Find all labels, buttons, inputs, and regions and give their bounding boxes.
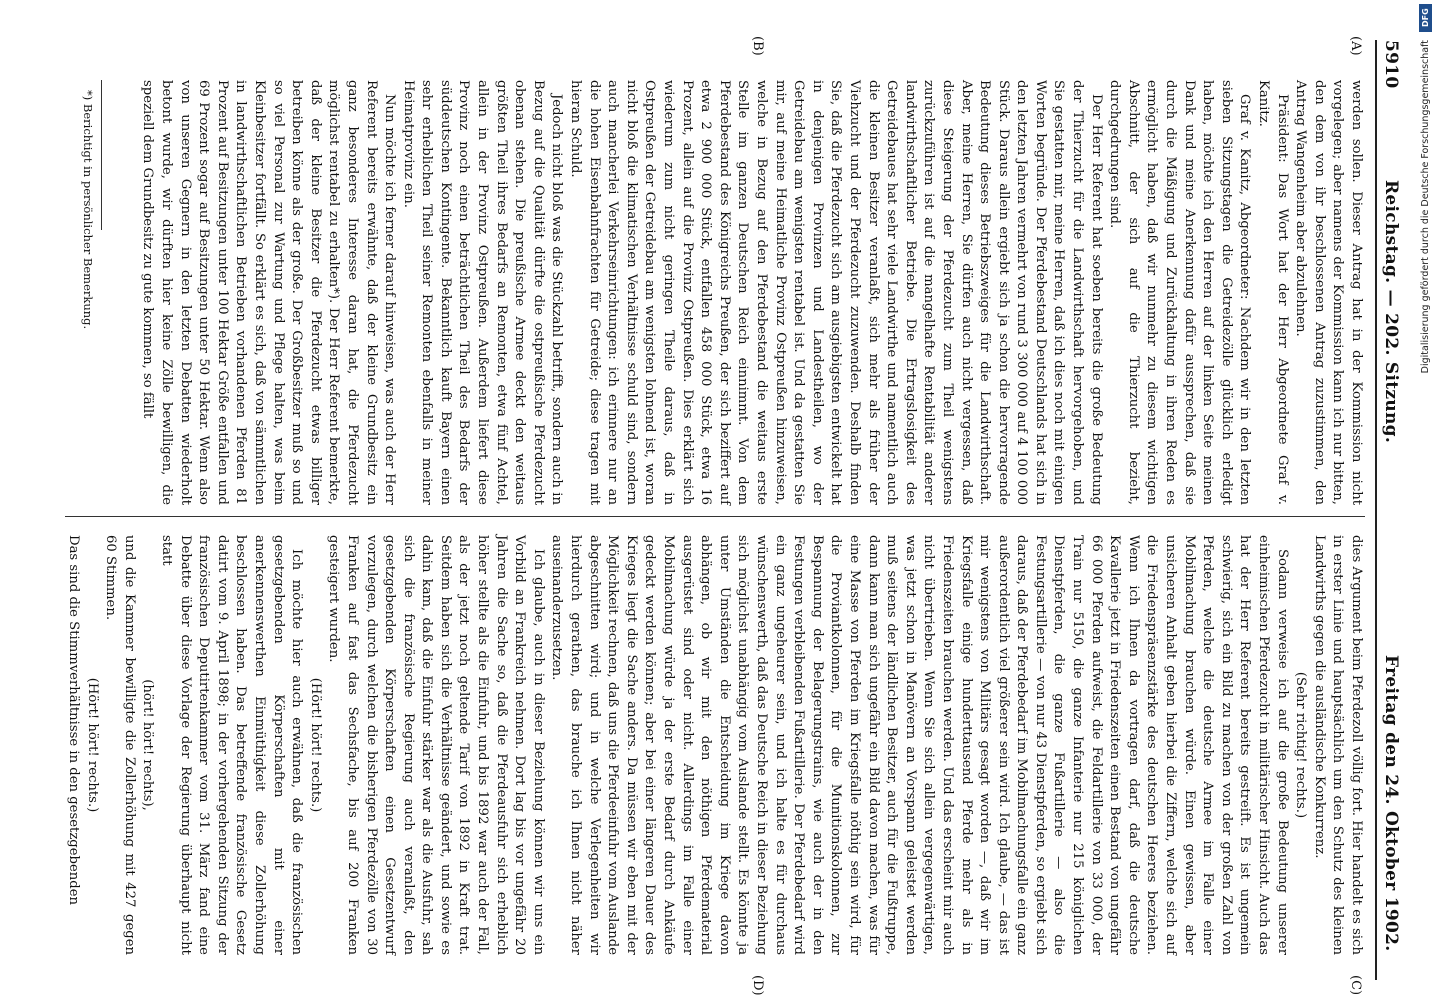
paragraph: Präsident: Das Wort hat der Herr Abgeordnete Graf v. Kanitz. (1256, 80, 1290, 505)
dfg-logo: DFG (1419, 4, 1432, 32)
running-head (1375, 40, 1411, 980)
footnote-rule (101, 80, 102, 230)
session-date: Freitag den 24. Oktober 1902. (1381, 655, 1401, 952)
paragraph: Sodann verweise ich auf die große Bedeutung unserer einheimischen Pferdezucht in militärischer Hinsicht. Auch das hat der Herr Referent bereits gestreift. Es ist ungemein schwierig, sich ein Bild zu machen von der großen Zahl von Pferden, welche die deutsche Armee im Falle einer Mobilmachung brauchen würde. Einen gewissen, aber unsicheren Anhalt geben hierbei die Ziffern, welche sich auf die Friedenspräsenzstärke des deutschen Heeres beziehen. Wenn ich Ihnen da vortragen darf, daß die deutsche Kavallerie jetzt in Friedenszeiten einen Bestand von ungefähr 66 000 Pferden aufweist, die Feldartillerie von 33 000, der Train nur 5150, die ganze Infanterie nur 215 königlichen Dienstpferden, die ganze Fußartillerie — also die Festungsartillerie — von nur 43 Dienstpferden, so ergiebt sich daraus, daß der Pferdebedarf im Mobilmachungsfalle ein ganz außerordentlich viel größerer sein wird. Ich glaube, — das ist mir wenigstens von Militärs gesagt worden —, daß wir im Kriegsfalle einige hunderttausend Pferde mehr als in Friedenszeiten brauchen werden. Und das erscheint mir auch nicht übertrieben. Wenn Sie sich allein vergegenwärtigen, was jetzt schon in Manövern an Vorspann geleistet werden muß seitens der ländlichen Besitzer, auch für die Fußtruppe, dann kann man sich ungefähr ein Bild davon machen, was für eine Masse von Pferden im Kriegsfalle nöthig sein wird, für die Proviantkolonnen, für die Munitionskolonnen, zur Bespannung der Belagerungstrains, wie auch der in den Festungen verbleibenden Fußartillerie. Der Pferdebedarf wird ein ganz ungeheurer sein, und ich halte es für durchaus wünschenswerth, daß das Deutsche Reich in dieser Beziehung sich möglichst unabhängig vom Auslande stellt. Es könnte ja unter Umständen die Entscheidung im Kriege davon abhängen, ob wir mit den nöthigen Pferdematerial ausgerüstet sind oder nicht. Allerdings im Falle einer Mobilmachung würde ja der erste Bedarf durch Ankäufe gedeckt werden können; aber bei einer längeren Dauer des Krieges liegt die Sache anders. Da müssen wir eben mit der Möglichkeit rechnen, daß uns die Pferdeeinfuhr vom Auslande abgeschnitten wird; und in welche Verlegenheiten wir hierdurch gerathen, das brauche ich Ihnen nicht näher auseinanderzusetzen. (549, 535, 1290, 955)
paragraph: und die Kammer bewilligte die Zollerhöhung mit 427 gegen 60 Stimmen. (103, 535, 137, 955)
digitization-sidebar (1417, 0, 1434, 1000)
paragraph: Ich glaube, auch in dieser Beziehung können wir uns ein Vorbild an Frankreich nehmen. Dort lag bis vor ungefähr 20 Jahren die Sache so, daß die Pferdeausfuhr sich erheblich höher stellte als die Einfuhr, und bis 1892 war auch der Fall, als der jetzt noch geltende Tarif von 1892 in Kraft trat. Seitdem haben sich die Verhältnisse geändert, und sowie es dahin kam, daß die Einfuhr stärker war als die Ausfuhr, sah sich die französische Regierung auch veranlaßt, den gesetzgebenden Körperschaften einen Gesetzentwurf vorzulegen, durch welchen die bisherigen Pferdezölle von 30 Franken auf fast das Sechsfache, bis auf 200 Franken gesteigert wurden. (326, 535, 546, 955)
margin-marker-b: (B) (750, 36, 765, 56)
margin-marker-d: (D) (750, 975, 765, 996)
interjection: (Hört! hört! rechts.) (307, 677, 323, 813)
interjection: (hört! hört! rechts), (140, 679, 156, 811)
session-title: Reichstag. — 202. Sitzung. (1381, 180, 1401, 444)
paragraph: Ich möchte hier auch erwähnen, daß die französischen gesetzgebenden Körperschaften mit einer anerkennenswerthen Einmüthigkeit diese Zollerhöhung beschlossen haben. Das betreffende französische Gesetz datirt vom 9. April 1898; in der vorhergehenden Sitzung der französischen Deputirtenkammer vom 31. März fand eine Debatte über diese Vorlage der Regierung überhaupt nicht statt (159, 535, 305, 955)
text-column-right (63, 535, 1365, 955)
margin-marker-c: (C) (1348, 975, 1363, 996)
column-divider (65, 516, 1365, 517)
page-number: 5910 (1381, 40, 1401, 89)
text-column-left (138, 80, 1365, 505)
digitization-credit: Digitalisierung gefördert durch die Deutsche Forschungsgemeinschaft (1420, 40, 1431, 374)
interjection: (Hört! hört! rechts.) (84, 677, 100, 813)
paragraph: Graf v. Kanitz, Abgeordneter: Nachdem wir in den letzten sieben Sitzungstagen die Getreidezölle glücklich erledigt haben, möchte ich den Herren auf der linken Seite meinen Dank und meine Anerkennung dafür aussprechen, daß sie durch die Mäßigung und Zurückhaltung in ihren Reden es ermöglicht haben, daß wir nunmehr zu diesem wichtigen Abschnitt, der sich auf die Thierzucht bezieht, durchgedrungen sind. (1107, 80, 1253, 505)
paragraph: Das sind die Stimmverhältnisse in den gesetzgebenden (66, 535, 82, 906)
interjection: (Sehr richtig! rechts.) (1293, 671, 1309, 819)
paragraph: dies Argument beim Pferdezoll völlig fort. Hier handelt es sich in erster Linie und hauptsächlich um den Schutz des kleinen Landwirths gegen die ausländische Konkurrenz. (1311, 535, 1364, 955)
paragraph: Der Herr Referent hat soeben bereits die große Bedeutung der Thierzucht für die Landwirthschaft hervorgehoben, und Sie gestatten mir, meine Herren, daß ich dies noch mit einigen Worten begründe. Der Pferdebestand Deutschlands hat sich in den letzten Jahren vermehrt von rund 3 300 000 auf 4 100 000 Stück. Daraus allein ergiebt sich ja schon die hervorragende Bedeutung dieses Betriebszweiges für die Landwirthschaft. Aber, meine Herren, Sie dürfen auch nicht vergessen, daß diese Steigerung der Pferdezucht zum Theil wenigstens zurückzuführen ist auf die mangelhafte Rentabilität anderer landwirthschaftlicher Betriebe. Die Ertragslosigkeit des Getreidebaues hat sehr viele Landwirthe und namentlich auch die kleinen Besitzer veranlaßt, sich mehr als früher der Viehzucht und der Pferdezucht zuzuwenden. Deshalb finden Sie, daß die Pferdezucht sich am ausgiebigsten entwickelt hat in denjenigen Provinzen und Landestheilen, wo der Getreidebau am wenigsten rentabel ist. Und da gestatten Sie mir, auf meine Heimatliche Provinz Ostpreußen hinzuweisen, welche in Bezug auf den Pferdebestand die weitaus erste Stelle im ganzen Deutschen Reich einnimmt. Von dem Pferdebestand des Königreichs Preußen, der sich beziffert auf etwa 2 900 000 Stück, entfallen 458 000 Stück, etwa 16 Prozent, allein auf die Provinz Ostpreußen. Dies erklärt sich wiederum zum nicht geringen Theile daraus, daß in Ostpreußen der Getreidebau am wenigsten lohnend ist, woran nicht bloß die klimatischen Verhältnisse schuld sind, sondern auch mancherlei Verkehrseinrichtungen: ich erinnere nur an die hohen Eisenbahnfrachten für Getreide; diese tragen mit hieran Schuld. (568, 80, 1104, 505)
paragraph: Jedoch nicht bloß was die Stückzahl betrifft, sondern auch in Bezug auf die Qualität dürfte die ostpreußische Pferdezucht obenan stehen. Die preußische Armee deckt den weitaus größten Theil ihres Bedarfs an Remonten, etwa fünf Achtel, allein in der Provinz Ostpreußen. Außerdem liefert diese Provinz noch einen beträchtlichen Theil des Bedarfs der süddeutschen Kontingente. Bekanntlich kauft Bayern einen sehr erheblichen Theil seiner Remonten ebenfalls in meiner Heimatprovinz ein. (400, 80, 565, 505)
margin-marker-a: (A) (1348, 36, 1363, 56)
paragraph: Nun möchte ich ferner darauf hinweisen, was auch der Herr Referent bereits erwähnte, daß der kleine Grundbesitz ein ganz besonderes Interesse daran hat, die Pferdezucht möglichst rentabel zu erhalten*). Der Herr Referent bemerkte, daß der kleine Besitzer die Pferdezucht etwas billiger betreiben könne als der große. Der Großbesitzer muß so und so viel Personal zur Wartung und Pflege halten, was beim Kleinbesitzer fortfällt. So erklärt es sich, daß von sämmtlichen in landwirthschaftlichen Betrieben vorhandenen Pferden 81 Prozent auf Besitzungen unter 100 Hektar Größe entfallen und 69 Prozent sogar auf Besitzungen unter 50 Hektar. Wenn also von unseren Gegnern in den letzten Debatten wiederholt betont wurde, wir dürften hier keine Zölle bewilligen, die speziell dem Grundbesitz zu gute kommen, so fällt (140, 80, 398, 505)
paragraph: werden sollen. Dieser Antrag hat in der Kommission nicht vorgelegen; aber namens der Kommission kann ich nur bitten, den dem von ihr beschlossenen Antrag zuzustimmen, den Antrag Wangenheim aber abzulehnen. (1293, 80, 1364, 505)
footnote: *) Berichtigt in persönlicher Bemerkung. (81, 90, 95, 330)
